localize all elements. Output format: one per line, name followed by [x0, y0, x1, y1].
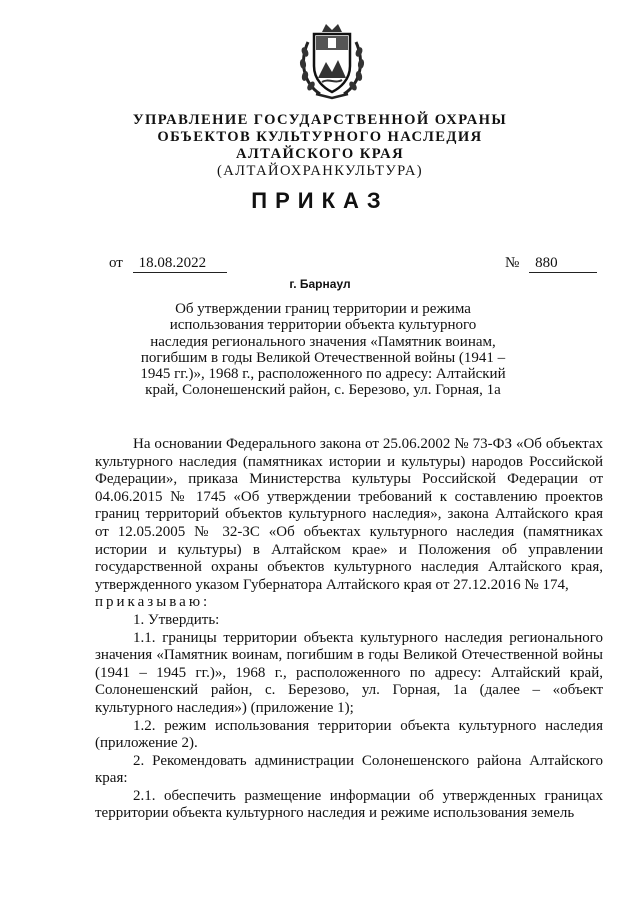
- order-number: [505, 255, 597, 273]
- order-body: [95, 436, 603, 823]
- item-1: 1. Утвердить:: [133, 611, 220, 628]
- order-title: ПРИКАЗ: [251, 188, 389, 213]
- number-prefix: №: [505, 255, 520, 271]
- order-subject: Об утверждении границ территории и режима использования территории объекта культурного наследия регионального значения «Памятник воинам, погибшим в годы Великой Отечественной войны (1941 – 1945 гг.)», 1968 г., расположенного по адресу: Алтайский край, Солонешенский район, с. Березово, ул. Горная, 1а: [140, 301, 506, 399]
- org-name-line-3: АЛТАЙСКОГО КРАЯ: [235, 146, 405, 162]
- order-date: [109, 255, 227, 273]
- altai-krai-coat-of-arms-icon: [296, 22, 368, 100]
- item-2-1: 2.1. обеспечить размещение информации об утвержденных границах территории объекта культурного наследия и режиме использования земель: [95, 787, 603, 822]
- item-1-1: 1.1. границы территории объекта культурного наследия регионального значения «Памятник воинам, погибшим в годы Великой Отечественной войны (1941 – 1945 гг.)», 1968 г., расположенного по адресу: Алтайский край, Солонешенский район, с. Березово, ул. Горная, 1а (далее – «объект культурного наследия») (приложение 1);: [95, 629, 603, 716]
- date-prefix: от: [109, 255, 123, 271]
- org-abbreviation: (АЛТАЙОХРАНКУЛЬТУРА): [216, 163, 424, 179]
- date-value: 18.08.2022: [133, 255, 227, 273]
- preamble-paragraph: На основании Федерального закона от 25.06.2002 № 73-ФЗ «Об объектах культурного наследия (памятниках истории и культуры) народов Российской Федерации», приказа Министерства культуры Российской Федерации от 04.06.2015 № 1745 «Об утверждении требований к составлению проектов границ территорий объектов культурного наследия», закона Алтайского края от 12.05.2005 № 32-ЗС «Об объектах культурного наследия (памятниках истории и культуры) в Алтайском крае» и Положения об управлении государственной охраны объектов культурного наследия Алтайского края, утвержденного указом Губернатора Алтайского края от 27.12.2016 № 174,: [95, 436, 603, 593]
- city-name: г. Барнаул: [289, 277, 351, 291]
- org-name-line-2: ОБЪЕКТОВ КУЛЬТУРНОГО НАСЛЕДИЯ: [157, 129, 483, 145]
- org-name-block: [0, 112, 640, 180]
- number-value: 880: [529, 255, 597, 273]
- order-word: приказываю:: [95, 594, 211, 611]
- item-2: 2. Рекомендовать администрации Солонешенского района Алтайского края:: [95, 752, 603, 787]
- org-name-line-1: УПРАВЛЕНИЕ ГОСУДАРСТВЕННОЙ ОХРАНЫ: [132, 112, 508, 128]
- item-1-2: 1.2. режим использования территории объекта культурного наследия (приложение 2).: [95, 717, 603, 752]
